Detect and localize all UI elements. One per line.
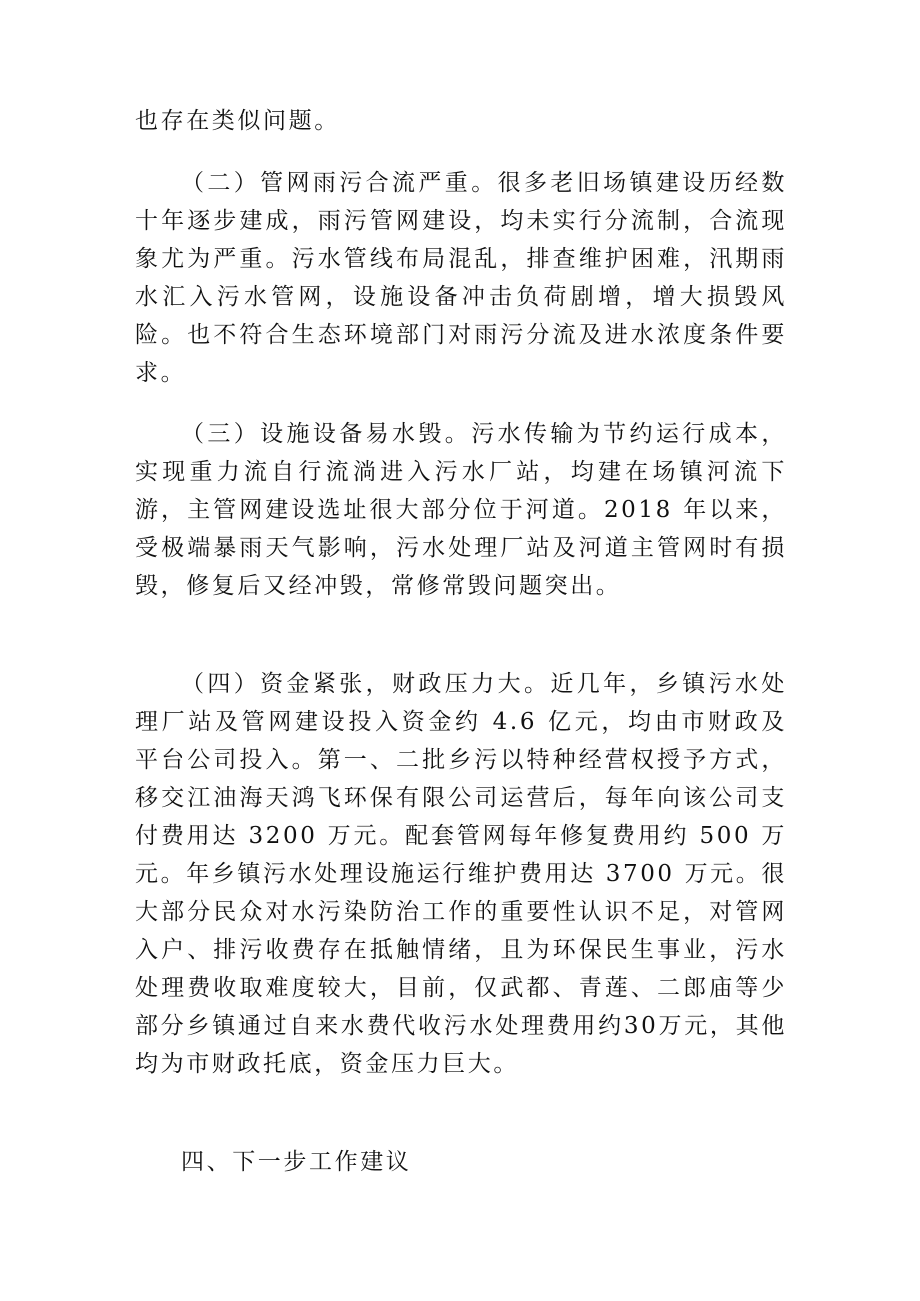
continuation-text: 也存在类似问题。 <box>135 108 340 134</box>
section-heading-next-steps: 四、下一步工作建议 <box>181 1149 412 1175</box>
paragraph-funding-pressure: （四）资金紧张，财政压力大。近几年，乡镇污水处理厂站及管网建设投入资金约 4.6 亿元，均由市财政及平台公司投入。第一、二批乡污以特种经营权授予方式，移交江油海天鸿飞环保有限公司运营后，每年向该公司支付费用达 3200 万元。配套管网每年修复费用约 500 万元。年乡镇污水处理设施运行维护费用达 3700 万元。很大部分民众对水污染防治工作的重要性认识不足，对管网入户、排污收费存在抵触情绪，且为环保民生事业，污水处理费收取难度较大，目前，仅武都、青莲、二郎庙等少部分乡镇通过自来水费代收污水处理费用约30万元，其他均为市财政托底，资金压力巨大。 <box>135 671 787 1077</box>
paragraph-pipe-network-mixing: （二）管网雨污合流严重。很多老旧场镇建设历经数十年逐步建成，雨污管网建设，均未实行分流制，合流现象尤为严重。污水管线布局混乱，排查维护困难，汛期雨水汇入污水管网，设施设备冲击负荷剧增，增大损毁风险。也不符合生态环境部门对雨污分流及进水浓度条件要求。 <box>135 170 787 386</box>
paragraph-facility-flood-damage: （三）设施设备易水毁。污水传输为节约运行成本，实现重力流自行流淌进入污水厂站，均建在场镇河流下游，主管网建设选址很大部分位于河道。2018 年以来，受极端暴雨天气影响，污水处理厂站及河道主管网时有损毁，修复后又经冲毁，常修常毁问题突出。 <box>135 421 787 599</box>
